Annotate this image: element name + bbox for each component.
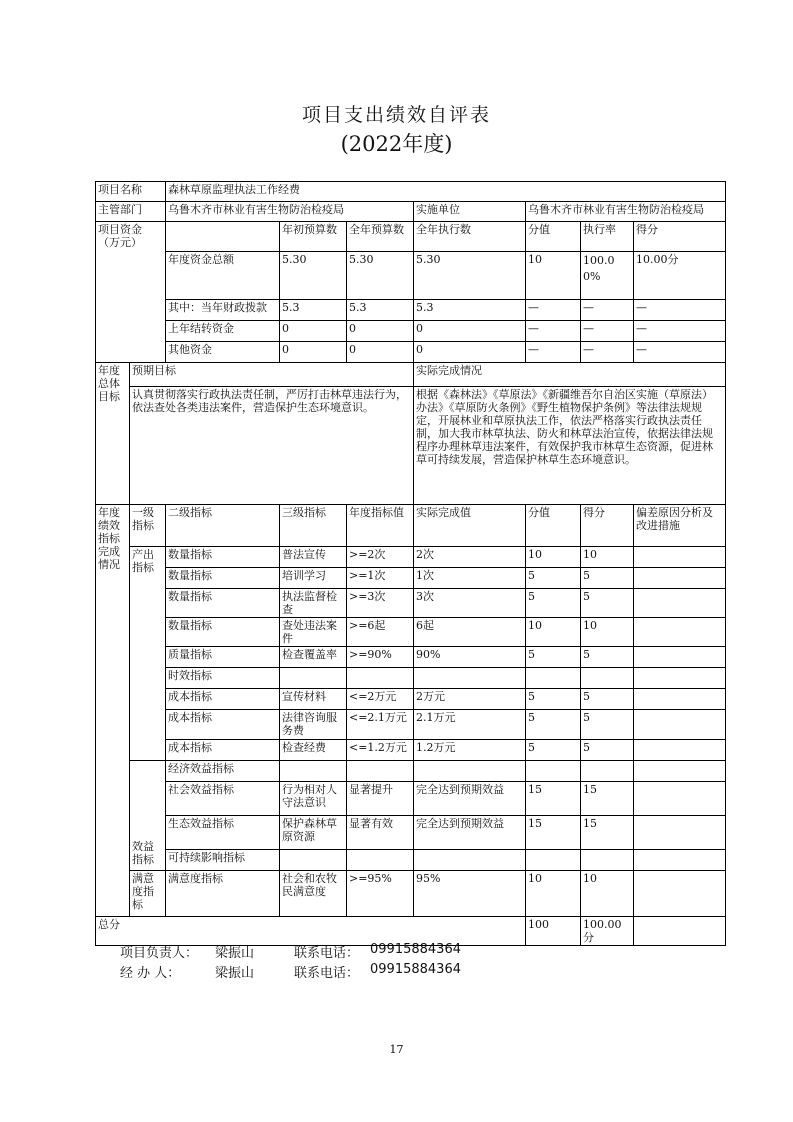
funds-cell: — [581, 342, 634, 363]
goals-row [96, 387, 726, 505]
funds-cell: — [526, 300, 581, 321]
ind-cell: 15 [526, 816, 581, 850]
funds-cell: 0 [280, 342, 347, 363]
indicator-row [96, 547, 726, 568]
ind-cell: 社会效益指标 [166, 782, 280, 816]
ind-cell [526, 761, 581, 782]
ind-header: 一级指标 [130, 505, 166, 547]
ind-cell: 5 [526, 689, 581, 710]
ind-cell: 3次 [414, 589, 526, 618]
group-benefit-text: 效益指标 [132, 840, 154, 866]
handler-phone-label: 联系电话： [294, 966, 360, 981]
goals-label: 年度总体目标 [96, 363, 130, 505]
funds-cell: 0 [280, 321, 347, 342]
ind-cell [634, 547, 726, 568]
ind-cell [347, 668, 414, 689]
ind-cell [280, 668, 347, 689]
ind-cell: 5 [581, 710, 634, 740]
project-label: 项目名称 [96, 182, 166, 202]
ind-cell [634, 568, 726, 589]
ind-cell [634, 689, 726, 710]
ind-header: 年度指标值 [347, 505, 414, 547]
funds-cell: 10 [526, 252, 581, 300]
total-note [634, 917, 726, 946]
impl-label: 实施单位 [414, 202, 526, 222]
ind-cell: 10 [526, 547, 581, 568]
ind-cell: >=2次 [347, 547, 414, 568]
funds-label: 项目资金（万元） [96, 222, 166, 363]
ind-cell [526, 850, 581, 871]
total-score: 100 [526, 917, 581, 946]
leader-phone: 09915884364 [370, 942, 461, 957]
indicator-row [96, 740, 726, 761]
ind-cell [414, 850, 526, 871]
ind-cell [581, 668, 634, 689]
ind-cell: 10 [581, 618, 634, 647]
indicator-row [96, 618, 726, 647]
funds-cell: 0 [414, 342, 526, 363]
ind-cell: 经济效益指标 [166, 761, 280, 782]
ind-header: 三级指标 [280, 505, 347, 547]
funds-cell: 0 [347, 321, 414, 342]
funds-row-name: 上年结转资金 [166, 321, 280, 342]
ind-cell: 5 [581, 740, 634, 761]
impl-value: 乌鲁木齐市林业有害生物防治检疫局 [526, 202, 726, 222]
ind-cell [634, 782, 726, 816]
funds-row [96, 300, 726, 321]
indicator-row [96, 710, 726, 740]
funds-header: 得分 [634, 222, 726, 252]
ind-cell: 社会和农牧民满意度 [280, 871, 347, 917]
funds-cell: — [526, 321, 581, 342]
ind-cell: 显著提升 [347, 782, 414, 816]
ind-cell [347, 850, 414, 871]
ind-cell [634, 850, 726, 871]
ind-cell: 10 [526, 618, 581, 647]
ind-cell: >=95% [347, 871, 414, 917]
ind-cell [634, 710, 726, 740]
ind-cell: 执法监督检查 [280, 589, 347, 618]
ind-cell: 宣传材料 [280, 689, 347, 710]
indicator-row [96, 816, 726, 850]
funds-row-name: 其中：当年财政拨款 [166, 300, 280, 321]
ind-cell [634, 668, 726, 689]
ind-cell: 1.2万元 [414, 740, 526, 761]
indicator-row [96, 647, 726, 668]
goals-header-row [96, 363, 726, 387]
ind-header: 实际完成值 [414, 505, 526, 547]
ind-cell: 普法宣传 [280, 547, 347, 568]
ind-cell: 10 [526, 871, 581, 917]
leader-name: 梁振山 [215, 946, 255, 961]
funds-header: 执行率 [581, 222, 634, 252]
ind-cell: 数量指标 [166, 618, 280, 647]
funds-cell: 100.0 0% [581, 252, 634, 300]
ind-cell: 2万元 [414, 689, 526, 710]
ind-cell: <=2.1万元 [347, 710, 414, 740]
ind-cell [280, 761, 347, 782]
ind-cell [634, 589, 726, 618]
funds-header: 分值 [526, 222, 581, 252]
performance-table [95, 181, 726, 946]
funds-row-name: 其他资金 [166, 342, 280, 363]
funds-cell: — [634, 321, 726, 342]
funds-header: 全年预算数 [347, 222, 414, 252]
group-benefit [130, 761, 166, 871]
funds-row [96, 252, 726, 300]
funds-row [96, 321, 726, 342]
ind-cell [414, 761, 526, 782]
funds-cell: 5.30 [347, 252, 414, 300]
indicator-row [96, 871, 726, 917]
group-output: 产出指标 [130, 547, 166, 761]
ind-cell: 查处违法案件 [280, 618, 347, 647]
ind-header: 偏差原因分析及改进措施 [634, 505, 726, 547]
handler-label: 经 办 人： [120, 966, 181, 981]
actual-result: 根据《森林法》《草原法》《新疆维吾尔自治区实施（草原法）办法》《草原防火条例》《野生植物保护条例》等法律法规规定，开展林业和草原执法工作，依法严格落实行政执法责任制，加大我市林草执法、防火和林草法治宣传，依据法律法规程序办理林草违法案件，有效保护我市林草生态资源，促进林草可持续发展，营造保护林草生态环境意识。 [414, 387, 726, 505]
ind-cell: 生态效益指标 [166, 816, 280, 850]
ind-cell: 满意度指标 [166, 871, 280, 917]
ind-cell: 10 [581, 547, 634, 568]
dept-value: 乌鲁木齐市林业有害生物防治检疫局 [166, 202, 414, 222]
ind-cell [347, 761, 414, 782]
ind-cell: 15 [581, 816, 634, 850]
indicators-label: 年度绩效指标完成情况 [96, 505, 130, 917]
group-satisfaction: 满意度指标 [130, 871, 166, 917]
funds-header: 年初预算数 [280, 222, 347, 252]
ind-cell [581, 761, 634, 782]
ind-cell: 6起 [414, 618, 526, 647]
indicator-row [96, 761, 726, 782]
leader-label: 项目负责人： [120, 946, 199, 961]
indicator-row [96, 850, 726, 871]
page-subtitle: (2022年度) [340, 132, 453, 156]
ind-cell: >=6起 [347, 618, 414, 647]
indicator-row [96, 568, 726, 589]
ind-cell: 检查经费 [280, 740, 347, 761]
project-row [96, 182, 726, 202]
page-title: 项目支出绩效自评表 [301, 104, 491, 126]
ind-cell: 法律咨询服务费 [280, 710, 347, 740]
handler-phone: 09915884364 [370, 962, 461, 977]
funds-cell: — [581, 300, 634, 321]
ind-cell [280, 850, 347, 871]
funds-header: 全年执行数 [414, 222, 526, 252]
project-name: 森林草原监理执法工作经费 [166, 182, 726, 202]
ind-cell: 检查覆盖率 [280, 647, 347, 668]
total-got: 100.00分 [581, 917, 634, 946]
ind-cell: <=1.2万元 [347, 740, 414, 761]
ind-cell: 数量指标 [166, 547, 280, 568]
funds-cell: 5.3 [280, 300, 347, 321]
indicator-row [96, 589, 726, 618]
expected-goal: 认真贯彻落实行政执法责任制，严厉打击林草违法行为，依法查处各类违法案件，营造保护生态环境意识。 [130, 387, 414, 505]
ind-cell: 成本指标 [166, 740, 280, 761]
ind-cell: 质量指标 [166, 647, 280, 668]
ind-cell: 90% [414, 647, 526, 668]
funds-cell: 5.3 [414, 300, 526, 321]
funds-header-row [96, 222, 726, 252]
ind-cell [634, 618, 726, 647]
ind-cell [634, 647, 726, 668]
dept-row [96, 202, 726, 222]
ind-cell [414, 668, 526, 689]
ind-cell: 95% [414, 871, 526, 917]
ind-cell: 5 [581, 689, 634, 710]
ind-cell: 数量指标 [166, 589, 280, 618]
ind-cell: 5 [581, 568, 634, 589]
ind-cell: >=1次 [347, 568, 414, 589]
ind-cell: 培训学习 [280, 568, 347, 589]
ind-cell: 数量指标 [166, 568, 280, 589]
funds-cell: 0 [414, 321, 526, 342]
handler-name: 梁振山 [215, 966, 255, 981]
ind-cell: 15 [581, 782, 634, 816]
ind-cell [634, 816, 726, 850]
indicator-row [96, 689, 726, 710]
ind-cell: 15 [526, 782, 581, 816]
ind-cell: 5 [526, 710, 581, 740]
ind-cell: 成本指标 [166, 689, 280, 710]
ind-cell: 完全达到预期效益 [414, 782, 526, 816]
ind-cell: 显著有效 [347, 816, 414, 850]
ind-cell: 5 [581, 589, 634, 618]
funds-cell: 5.3 [347, 300, 414, 321]
funds-cell: 5.30 [280, 252, 347, 300]
funds-cell: 0 [347, 342, 414, 363]
ind-cell: 行为相对人守法意识 [280, 782, 347, 816]
ind-cell: 5 [526, 740, 581, 761]
ind-cell: >=90% [347, 647, 414, 668]
leader-phone-label: 联系电话： [294, 946, 360, 961]
page-number: 17 [389, 1043, 404, 1056]
funds-cell: 10.00分 [634, 252, 726, 300]
funds-corner [166, 222, 280, 252]
ind-cell [634, 871, 726, 917]
funds-cell: — [581, 321, 634, 342]
ind-cell: 1次 [414, 568, 526, 589]
ind-cell: 5 [526, 568, 581, 589]
ind-cell [634, 761, 726, 782]
ind-cell: 保护森林草原资源 [280, 816, 347, 850]
funds-row-name: 年度资金总额 [166, 252, 280, 300]
funds-row [96, 342, 726, 363]
ind-cell: 可持续影响指标 [166, 850, 280, 871]
dept-label: 主管部门 [96, 202, 166, 222]
ind-cell: 5 [581, 647, 634, 668]
ind-cell: 5 [526, 589, 581, 618]
ind-cell: <=2万元 [347, 689, 414, 710]
ind-cell: 2.1万元 [414, 710, 526, 740]
ind-cell: 时效指标 [166, 668, 280, 689]
indicator-header-row [96, 505, 726, 547]
actual-label: 实际完成情况 [414, 363, 726, 387]
ind-header: 得分 [581, 505, 634, 547]
ind-cell: >=3次 [347, 589, 414, 618]
indicator-row [96, 668, 726, 689]
ind-cell [581, 850, 634, 871]
ind-cell: 2次 [414, 547, 526, 568]
ind-cell [634, 740, 726, 761]
indicator-row [96, 782, 726, 816]
funds-cell: 5.30 [414, 252, 526, 300]
ind-header: 分值 [526, 505, 581, 547]
funds-cell: — [634, 300, 726, 321]
funds-cell: — [634, 342, 726, 363]
funds-cell: — [526, 342, 581, 363]
ind-cell: 5 [526, 647, 581, 668]
expected-label: 预期目标 [130, 363, 414, 387]
ind-cell: 完全达到预期效益 [414, 816, 526, 850]
ind-cell: 成本指标 [166, 710, 280, 740]
ind-cell: 10 [581, 871, 634, 917]
total-label: 总分 [96, 917, 526, 946]
ind-header: 二级指标 [166, 505, 280, 547]
ind-cell [526, 668, 581, 689]
